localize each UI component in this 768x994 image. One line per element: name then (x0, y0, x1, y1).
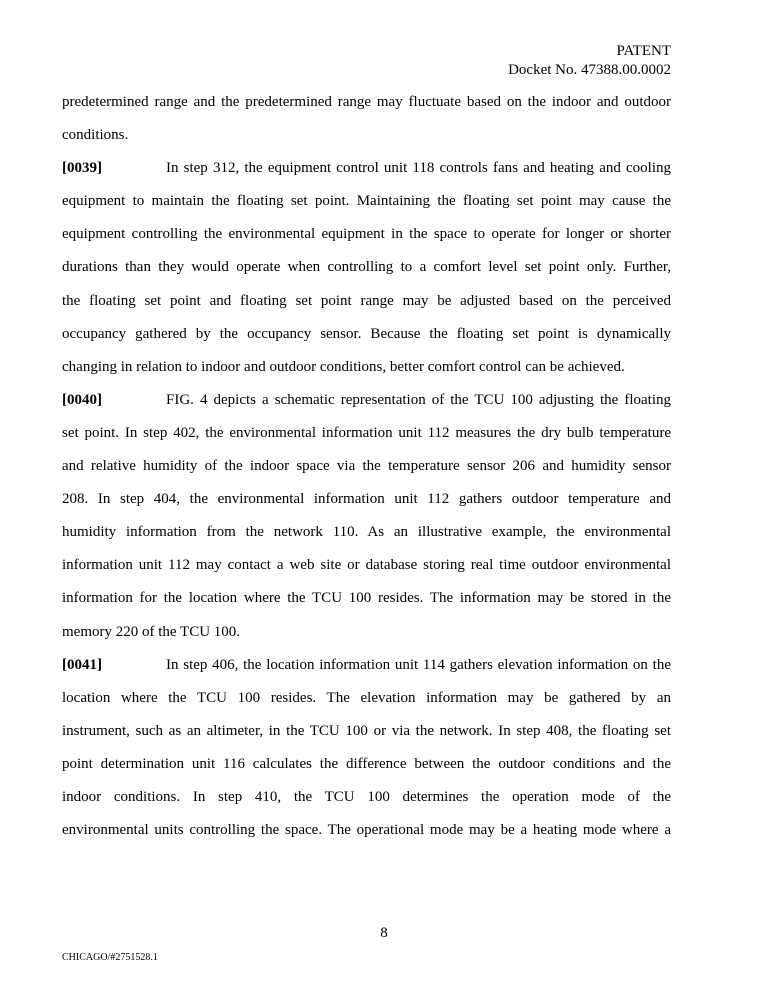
text-line: equipment controlling the environmental equipment in the space to operate for longer or shorter (62, 226, 671, 243)
paragraph-number: [0039] (62, 160, 102, 177)
page-number: 8 (380, 925, 388, 941)
patent-label: PATENT (616, 43, 671, 59)
text-line: occupancy gathered by the occupancy sensor. Because the floating set point is dynamically (62, 325, 671, 342)
text-line: instrument, such as an altimeter, in the TCU 100 or via the network. In step 408, the floating set (62, 722, 671, 739)
page-header (508, 42, 671, 80)
document-id: CHICAGO/#2751528.1 (62, 952, 158, 963)
text-line: conditions. (62, 127, 129, 144)
text-line: point determination unit 116 calculates the difference between the outdoor conditions and the (62, 755, 671, 772)
text-line: set point. In step 402, the environmental information unit 112 measures the dry bulb temperature (62, 424, 671, 441)
text-line: humidity information from the network 110. As an illustrative example, the environmental (62, 524, 671, 541)
text-line: environmental units controlling the space. The operational mode may be a heating mode where a (62, 822, 671, 839)
text-line: 208. In step 404, the environmental information unit 112 gathers outdoor temperature and (62, 491, 671, 508)
text-line: memory 220 of the TCU 100. (62, 623, 241, 640)
paragraph-text: In step 406, the location information unit 114 gathers elevation information on the (166, 656, 671, 673)
text-line: the floating set point and floating set point range may be adjusted based on the perceived (62, 292, 671, 309)
paragraph-first-line (62, 392, 671, 425)
paragraph-first-line (62, 160, 671, 193)
docket-number: Docket No. 47388.00.0002 (508, 62, 671, 78)
paragraph-number: [0040] (62, 391, 102, 408)
text-line: equipment to maintain the floating set point. Maintaining the floating set point may cause the (62, 193, 671, 210)
text-line: information unit 112 may contact a web site or database storing real time outdoor environmental (62, 557, 671, 574)
paragraph-text: In step 312, the equipment control unit 118 controls fans and heating and cooling (166, 160, 671, 177)
paragraph-number: [0041] (62, 656, 102, 673)
text-line: location where the TCU 100 resides. The elevation information may be gathered by an (62, 689, 671, 706)
text-line: and relative humidity of the indoor space via the temperature sensor 206 and humidity sensor (62, 458, 671, 475)
text-line: changing in relation to indoor and outdoor conditions, better comfort control can be achieved. (62, 358, 625, 375)
text-line: predetermined range and the predetermined range may fluctuate based on the indoor and outdoor (62, 94, 671, 110)
paragraph-text: FIG. 4 depicts a schematic representation of the TCU 100 adjusting the floating (166, 391, 671, 408)
text-line: information for the location where the TCU 100 resides. The information may be stored in the (62, 590, 671, 607)
paragraph-first-line (62, 657, 671, 690)
document-body (62, 94, 671, 855)
text-line: indoor conditions. In step 410, the TCU 100 determines the operation mode of the (62, 788, 671, 805)
text-line: durations than they would operate when controlling to a comfort level set point only. Further, (62, 259, 671, 276)
